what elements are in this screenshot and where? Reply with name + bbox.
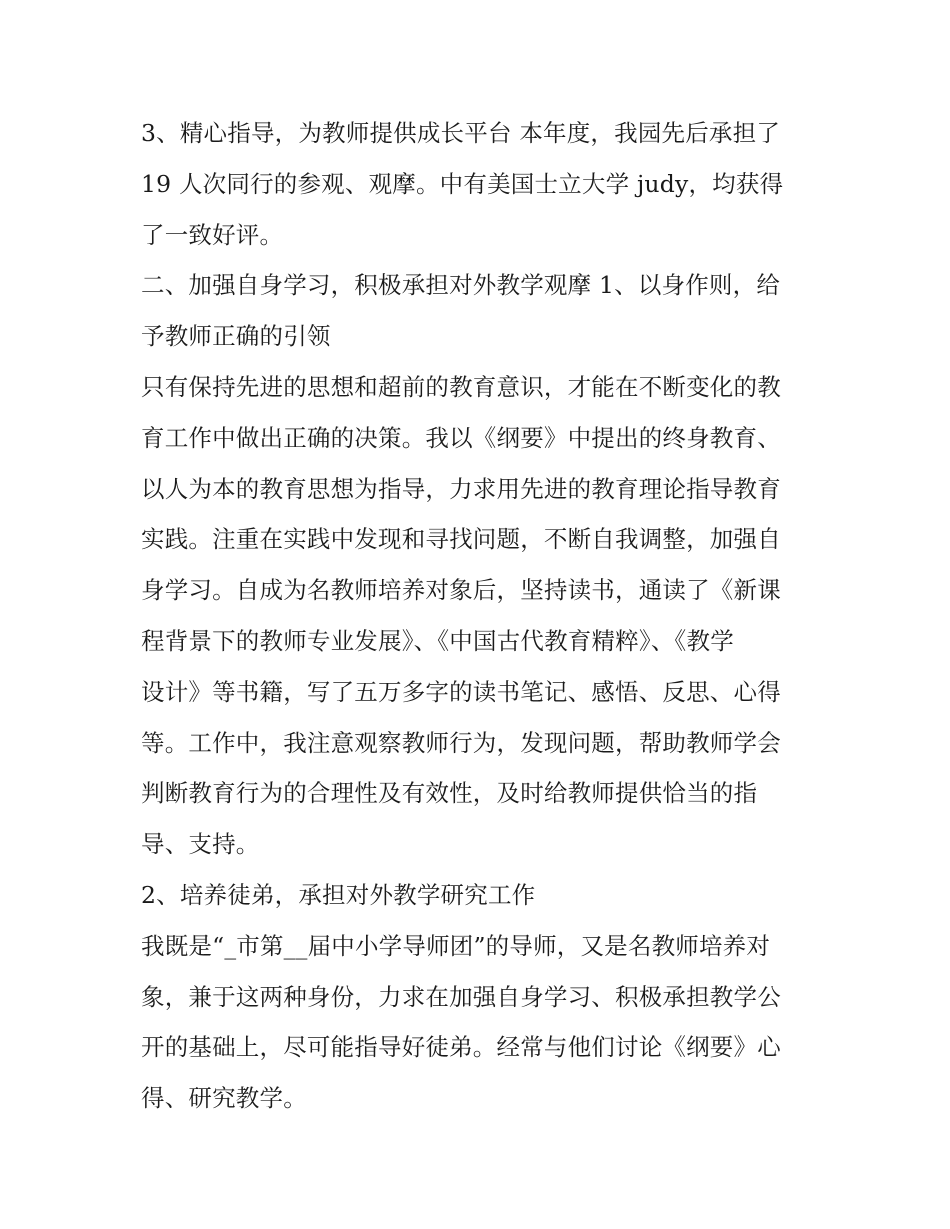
text-line-16: 2、培养徒弟，承担对外教学研究工作 [141,880,536,909]
text-line-1: 3、精心指导，为教师提供成长平台 本年度，我园先后承担了 [141,119,781,147]
text-line-7: 育工作中做出正确的决策。我以《纲要》中提出的终身教育、 [141,423,781,452]
text-line-2: 19 人次同行的参观、观摩。中有美国士立大学 judy，均获得 [141,169,784,198]
text-line-5: 予教师正确的引领 [141,322,331,351]
text-line-8: 以人为本的教育思想为指导，力求用先进的教育理论指导教育 [141,474,781,503]
text-line-10: 身学习。自成为名教师培养对象后，坚持读书，通读了《新课 [141,576,781,605]
text-line-14: 判断教育行为的合理性及有效性，及时给教师提供恰当的指 [141,779,758,808]
text-line-3: 了一致好评。 [141,220,284,249]
text-line-17: 我既是“_市第__届中小学导师团”的导师，又是名教师培养对 [141,931,771,960]
text-line-11: 程背景下的教师专业发展》、《中国古代教育精粹》、《教学 [141,626,734,655]
text-line-4: 二、加强自身学习，积极承担对外教学观摩 1、以身作则，给 [141,271,781,300]
text-line-20: 得、研究教学。 [141,1084,307,1113]
text-line-12: 设计》等书籍，写了五万多字的读书笔记、感悟、反思、心得 [141,677,781,706]
text-line-15: 导、支持。 [141,830,260,859]
text-line-6: 只有保持先进的思想和超前的教育意识，才能在不断变化的教 [141,372,781,401]
text-line-13: 等。工作中，我注意观察教师行为，发现问题，帮助教师学会 [141,728,781,757]
document-body [141,108,821,1124]
text-line-19: 开的基础上，尽可能指导好徒弟。经常与他们讨论《纲要》心 [141,1033,781,1062]
text-line-18: 象，兼于这两种身份，力求在加强自身学习、积极承担教学公 [141,982,781,1011]
text-line-9: 实践。注重在实践中发现和寻找问题，不断自我调整，加强自 [141,525,781,554]
